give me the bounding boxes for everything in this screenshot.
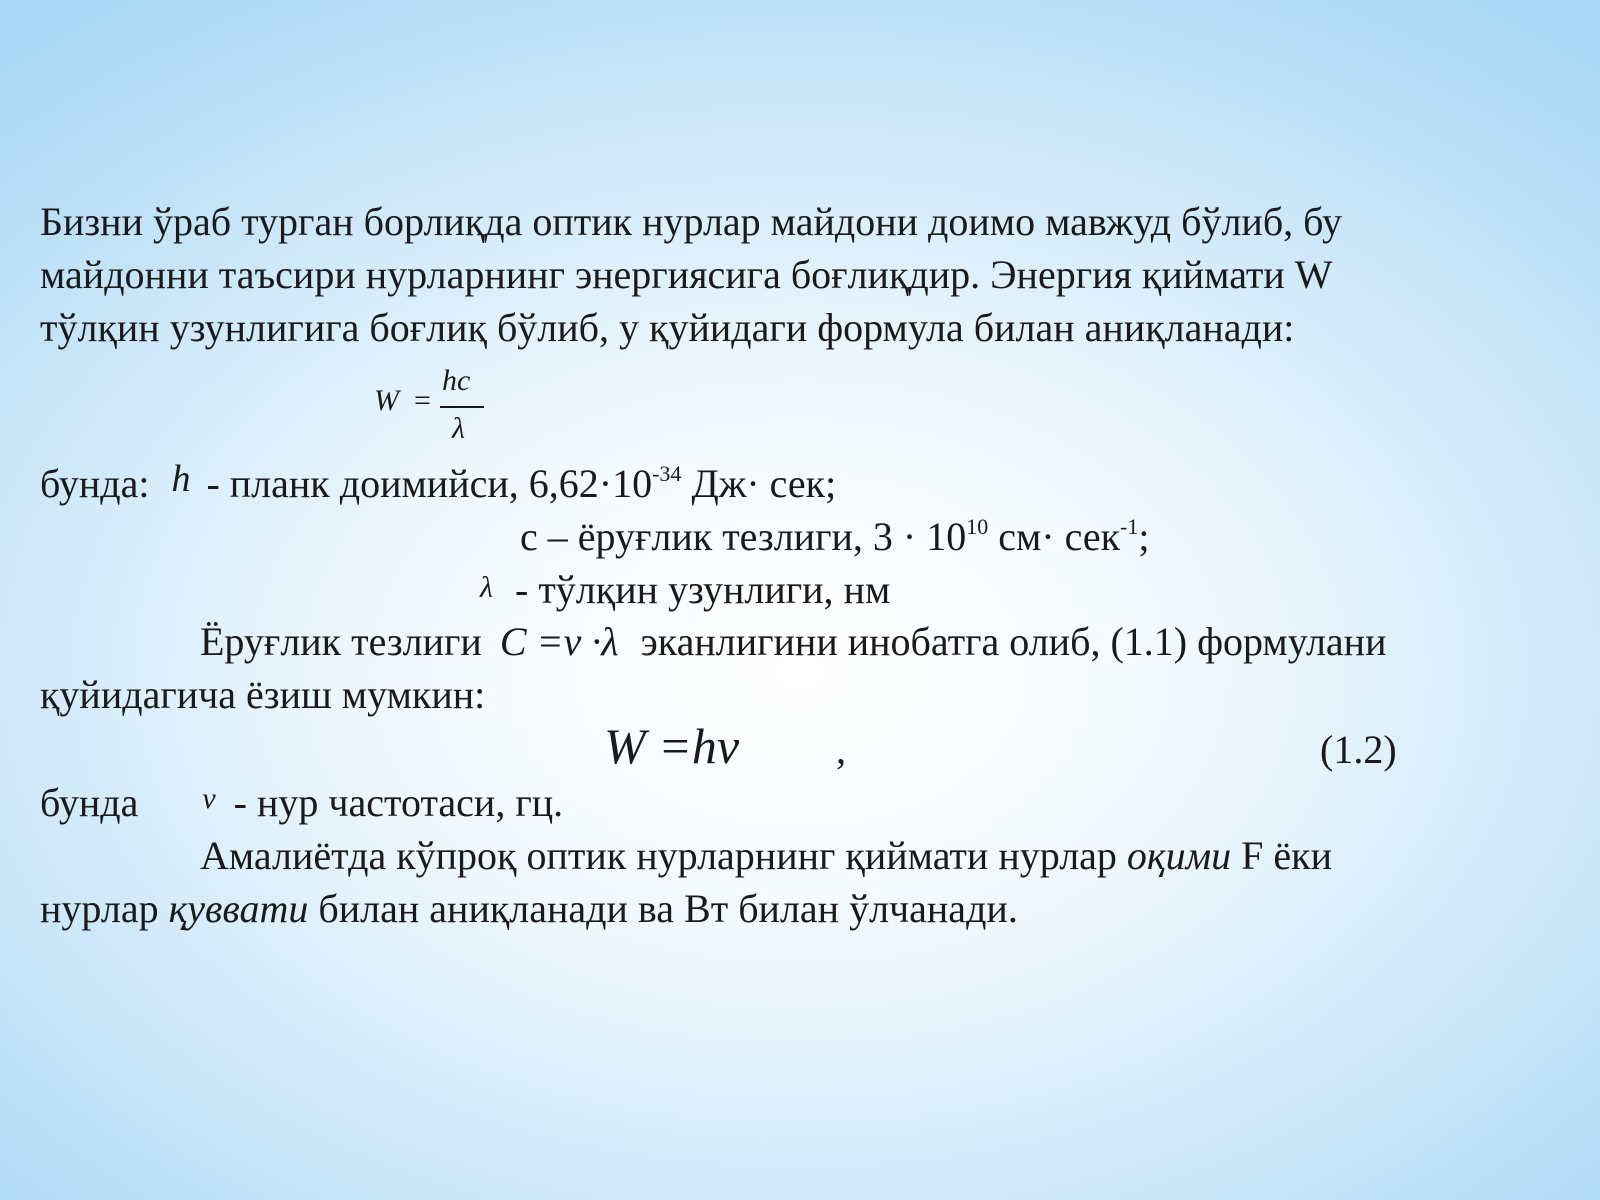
where-label: бунда: <box>40 461 150 506</box>
planck-unit: Дж· сек; <box>681 461 837 506</box>
paragraph-line-3: тўлқин узунлигига боғлиқ бўлиб, у қуйидаги формула билан аниқланади: <box>40 305 1295 350</box>
frequency-text: - нур частотаси, гц. <box>233 780 564 825</box>
paragraph-3-l1-after: F ёки <box>1241 833 1333 878</box>
formula-comma: , <box>836 727 846 772</box>
lambda-symbol: λ <box>480 571 493 604</box>
planck-exponent: -34 <box>652 461 682 486</box>
where-h-line <box>40 460 836 509</box>
paragraph-2-before: Ёруғлик тезлиги <box>200 619 482 664</box>
paragraph-2-line-1 <box>200 618 1386 666</box>
light-speed-unit-exponent: -1 <box>1120 514 1139 539</box>
paragraph-3-line-2 <box>40 885 1018 933</box>
paragraph-3-l2-before: нурлар <box>40 886 159 931</box>
fraction-bar <box>440 406 484 408</box>
formula-1-1 <box>374 364 484 448</box>
formula-1-2: W =hν <box>604 718 740 774</box>
paragraph-3-l2-after: билан аниқланади ва Вт билан ўлчанади. <box>318 886 1018 931</box>
light-speed-unit: см· сек <box>988 514 1121 559</box>
paragraph-2-after: эканлигини инобатга олиб, (1.1) формулани <box>640 619 1387 664</box>
light-speed-end: ; <box>1138 514 1150 559</box>
where-c-line <box>520 513 1150 561</box>
light-speed-text: с – ёруғлик тезлиги, 3 · 10 <box>520 514 967 559</box>
planck-symbol: h <box>171 458 191 500</box>
power-term: қуввати <box>168 886 309 931</box>
nu-symbol: ν <box>202 782 216 815</box>
where-2-label: бунда <box>40 780 139 825</box>
wavelength-text: - тўлқин узунлиги, нм <box>515 567 891 612</box>
light-speed-exponent: 10 <box>966 514 989 539</box>
flux-term: оқими <box>1126 833 1232 878</box>
paragraph-line-2: майдонни таъсири нурларнинг энергиясига боғлиқдир. Энергия қиймати W <box>40 252 1333 297</box>
formula-denominator: λ <box>452 412 465 445</box>
where-nu-line <box>40 779 563 831</box>
paragraph-3-line-1 <box>200 832 1332 880</box>
where-lambda-line <box>480 566 890 618</box>
formula-number: (1.2) <box>1320 727 1397 772</box>
formula-numerator: hc <box>442 364 471 397</box>
formula-equals: = <box>414 384 431 417</box>
planck-text: - планк доимийси, 6,62·10 <box>206 461 653 506</box>
paragraph-2-line-2: қуйидагича ёзиш мумкин: <box>40 672 486 717</box>
paragraph-line-1: Бизни ўраб турган борлиқда оптик нурлар майдони доимо мавжуд бўлиб, бу <box>40 199 1342 244</box>
formula-lhs: W <box>374 384 399 417</box>
light-speed-formula: C =ν ·λ <box>499 619 619 664</box>
paragraph-3-l1-before: Амалиётда кўпроқ оптик нурларнинг қиймати нурлар <box>200 833 1117 878</box>
